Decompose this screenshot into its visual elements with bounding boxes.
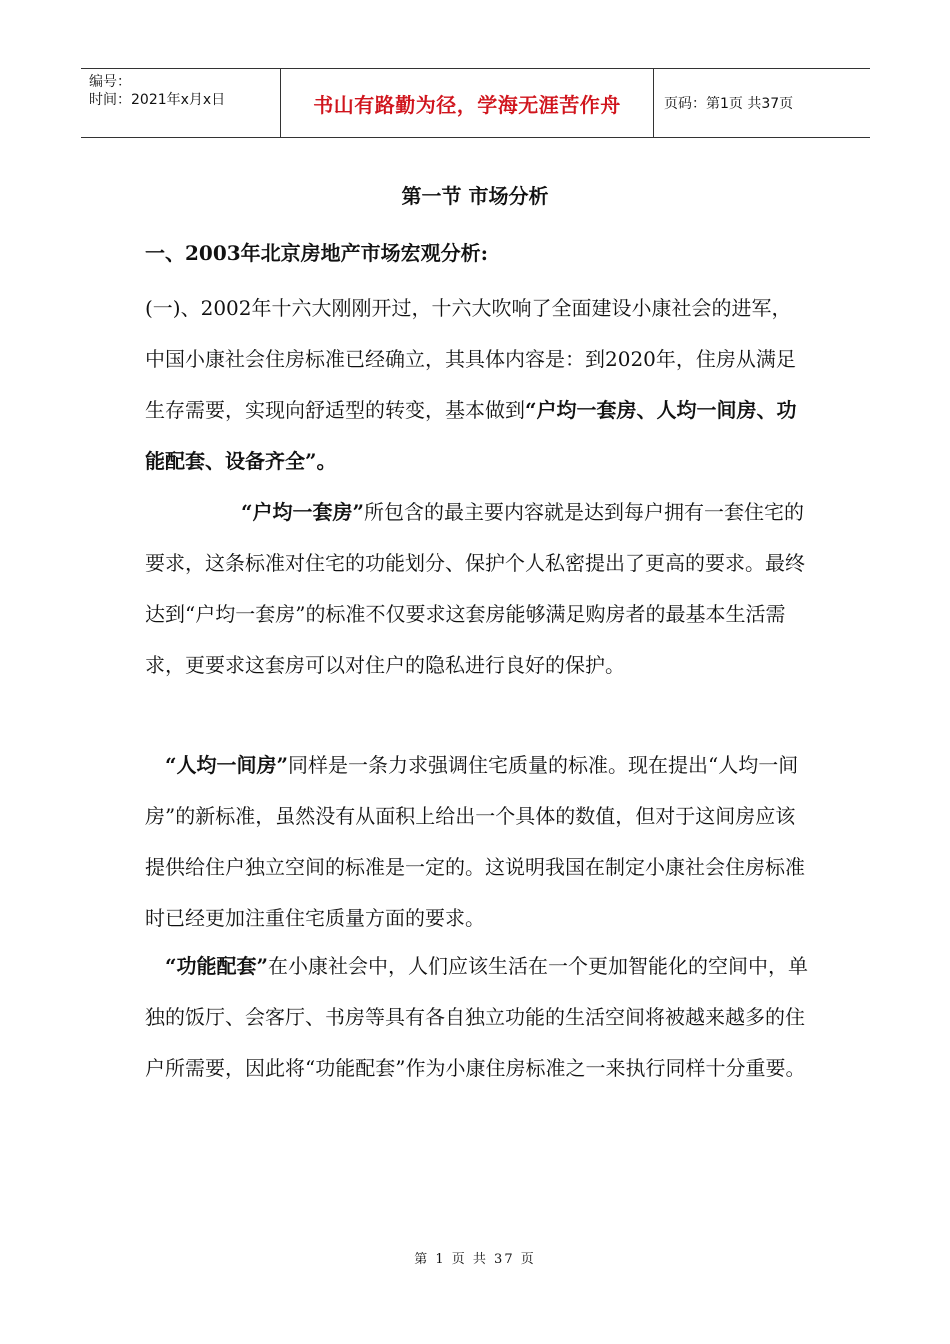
paragraph-3	[145, 740, 810, 944]
paragraph-4	[145, 941, 810, 1094]
paragraph-1-text: (一)、2002年十六大刚刚开过，十六大吹响了全面建设小康社会的进军，中国小康社会住房标准已经确立，其具体内容是：到2020年，住房从满足生存需要，实现向舒适型的转变，基本做到	[145, 296, 796, 422]
header-meta-cell	[81, 69, 281, 137]
motto-text: 书山有路勤为径，学海无涯苦作舟	[313, 92, 621, 117]
document-header	[81, 68, 870, 138]
paragraph-4-bold: “功能配套”	[165, 954, 269, 978]
paragraph-1	[145, 283, 810, 487]
paragraph-2-text: 所包含的最主要内容就是达到每户拥有一套住宅的要求，这条标准对住宅的功能划分、保护个人私密提出了更高的要求。最终达到“户均一套房”的标准不仅要求这套房能够满足购房者的最基本生活需求，更要求这套房可以对住户的隐私进行良好的保护。	[145, 500, 805, 677]
header-page-cell	[654, 69, 870, 137]
paragraph-2	[145, 487, 810, 691]
paragraph-4-text: 在小康社会中，人们应该生活在一个更加智能化的空间中，单独的饭厅、会客厅、书房等具有各自独立功能的生活空间将被越来越多的住户所需要，因此将“功能配套”作为小康住房标准之一来执行同样十分重要。	[145, 954, 809, 1080]
paragraph-2-bold: “户均一套房”	[241, 500, 365, 524]
header-motto-cell	[281, 69, 654, 137]
page-footer: 第 1 页 共 37 页	[414, 1252, 536, 1267]
time-label: 时间：2021年x月x日	[89, 92, 226, 108]
section-heading: 一、2003年北京房地产市场宏观分析:	[145, 241, 489, 265]
page-info: 页码：第1页 共37页	[664, 96, 794, 112]
page-title: 第一节 市场分析	[401, 184, 549, 208]
paragraph-1-bold: “户均一套房、人均一间房、功能配套、设备齐全”。	[145, 398, 797, 473]
number-label: 编号：	[89, 74, 131, 90]
paragraph-3-text: 同样是一条力求强调住宅质量的标准。现在提出“人均一间房”的新标准，虽然没有从面积上给出一个具体的数值，但对于这间房应该提供给住户独立空间的标准是一定的。这说明我国在制定小康社会住房标准时已经更加注重住宅质量方面的要求。	[145, 753, 805, 930]
paragraph-3-bold: “人均一间房”	[165, 753, 289, 777]
